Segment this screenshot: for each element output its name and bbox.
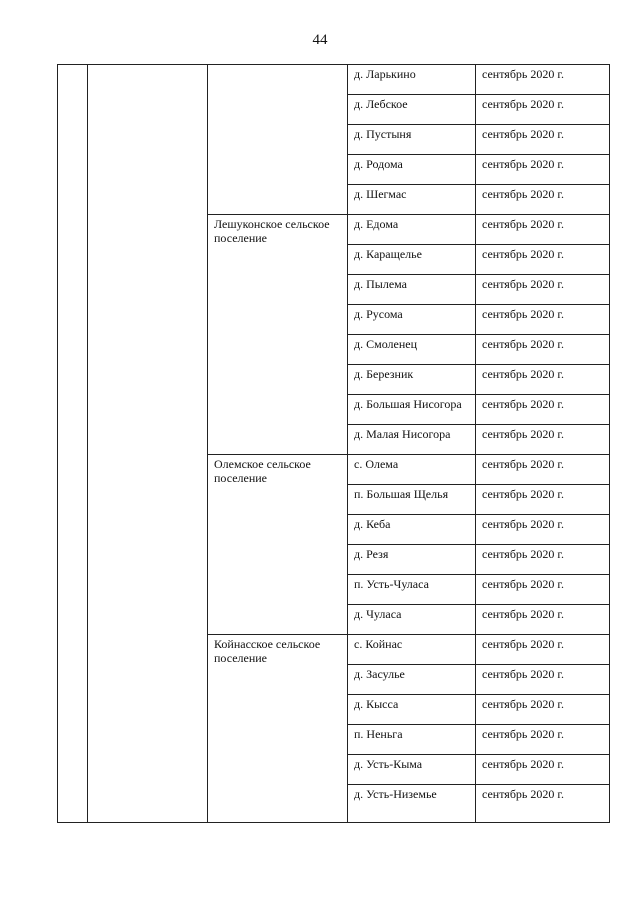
date-cell: сентябрь 2020 г.: [476, 125, 610, 155]
date-cell: сентябрь 2020 г.: [476, 515, 610, 545]
place-cell: д. Засулье: [348, 665, 476, 695]
settlement-cell: [208, 65, 348, 215]
date-cell: сентябрь 2020 г.: [476, 755, 610, 785]
place-cell: п. Усть-Чуласа: [348, 575, 476, 605]
district-column-cell: [88, 65, 208, 823]
settlement-cell: Койнасское сельское поселение: [208, 635, 348, 823]
place-cell: д. Родома: [348, 155, 476, 185]
place-cell: д. Малая Нисогора: [348, 425, 476, 455]
place-cell: с. Олема: [348, 455, 476, 485]
place-cell: д. Резя: [348, 545, 476, 575]
date-cell: сентябрь 2020 г.: [476, 545, 610, 575]
place-cell: д. Шегмас: [348, 185, 476, 215]
date-cell: сентябрь 2020 г.: [476, 725, 610, 755]
date-cell: сентябрь 2020 г.: [476, 695, 610, 725]
place-cell: д. Березник: [348, 365, 476, 395]
place-cell: д. Чуласа: [348, 605, 476, 635]
index-column-cell: [58, 65, 88, 823]
place-cell: д. Пустыня: [348, 125, 476, 155]
place-cell: д. Большая Нисогора: [348, 395, 476, 425]
date-cell: сентябрь 2020 г.: [476, 635, 610, 665]
date-cell: сентябрь 2020 г.: [476, 665, 610, 695]
date-cell: сентябрь 2020 г.: [476, 95, 610, 125]
place-cell: д. Смоленец: [348, 335, 476, 365]
table-body: [58, 65, 610, 823]
settlement-cell: Олемское сельское поселение: [208, 455, 348, 635]
date-cell: сентябрь 2020 г.: [476, 785, 610, 823]
place-cell: д. Кеба: [348, 515, 476, 545]
date-cell: сентябрь 2020 г.: [476, 395, 610, 425]
date-cell: сентябрь 2020 г.: [476, 185, 610, 215]
date-cell: сентябрь 2020 г.: [476, 215, 610, 245]
date-cell: сентябрь 2020 г.: [476, 155, 610, 185]
date-cell: сентябрь 2020 г.: [476, 455, 610, 485]
place-cell: д. Едома: [348, 215, 476, 245]
place-cell: д. Кысса: [348, 695, 476, 725]
settlement-cell: Лешуконское сельское поселение: [208, 215, 348, 455]
date-cell: сентябрь 2020 г.: [476, 605, 610, 635]
place-cell: п. Большая Щелья: [348, 485, 476, 515]
place-cell: с. Койнас: [348, 635, 476, 665]
place-cell: д. Ларькино: [348, 65, 476, 95]
date-cell: сентябрь 2020 г.: [476, 485, 610, 515]
date-cell: сентябрь 2020 г.: [476, 275, 610, 305]
table-row: [58, 65, 610, 95]
place-cell: п. Неньга: [348, 725, 476, 755]
place-cell: д. Усть-Низемье: [348, 785, 476, 823]
date-cell: сентябрь 2020 г.: [476, 245, 610, 275]
date-cell: сентябрь 2020 г.: [476, 365, 610, 395]
date-cell: сентябрь 2020 г.: [476, 65, 610, 95]
settlements-table: [57, 64, 610, 823]
place-cell: д. Каращелье: [348, 245, 476, 275]
place-cell: д. Усть-Кыма: [348, 755, 476, 785]
place-cell: д. Пылема: [348, 275, 476, 305]
place-cell: д. Лебское: [348, 95, 476, 125]
date-cell: сентябрь 2020 г.: [476, 335, 610, 365]
date-cell: сентябрь 2020 г.: [476, 575, 610, 605]
place-cell: д. Русома: [348, 305, 476, 335]
date-cell: сентябрь 2020 г.: [476, 305, 610, 335]
date-cell: сентябрь 2020 г.: [476, 425, 610, 455]
page-number: 44: [312, 32, 328, 48]
